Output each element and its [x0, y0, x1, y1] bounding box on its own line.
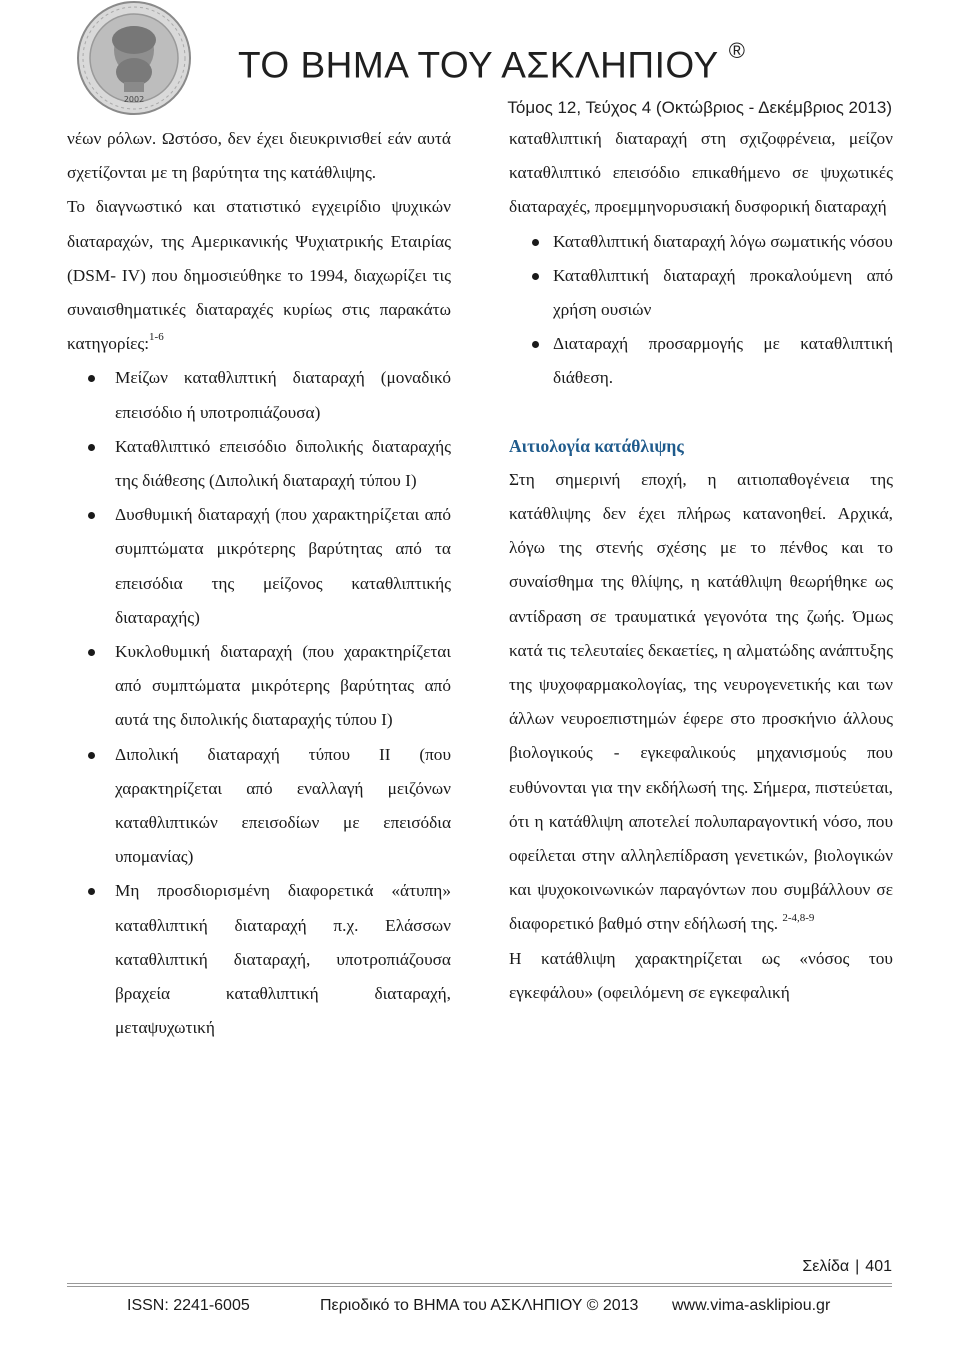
- list-item: Μείζων καταθλιπτική διαταραχή (μοναδικό επεισόδιο ή υποτροπιάζουσα): [67, 361, 451, 429]
- seal-icon: [74, 0, 194, 120]
- bullet-icon: [88, 444, 95, 451]
- list-item: Καταθλιπτικό επεισόδιο διπολικής διαταραχής της διάθεσης (Διπολική διαταραχή τύπου Ι): [67, 430, 451, 498]
- svg-text:2002: 2002: [123, 95, 145, 104]
- paragraph: νέων ρόλων. Ωστόσο, δεν έχει διευκρινισθεί εάν αυτά σχετίζονται με τη βαρύτητα της κατάθλιψης.: [67, 129, 451, 183]
- list-item: Κυκλοθυμική διαταραχή (που χαρακτηρίζεται από συμπτώματα μικρότερης βαρύτητας από αυτά της διπολικής διαταραχής τύπου Ι): [67, 635, 451, 738]
- footer-divider: [67, 1286, 892, 1287]
- list-item: Διαταραχή προσαρμογής με καταθλιπτική διάθεση.: [509, 327, 893, 395]
- left-column: [67, 122, 451, 1045]
- list-item: Διπολική διαταραχή τύπου ΙΙ (που χαρακτηρίζεται από εναλλαγή μειζόνων καταθλιπτικών επεισοδίων με επεισόδια υπομανίας): [67, 738, 451, 875]
- category-list: [509, 225, 893, 396]
- right-column: [509, 122, 893, 1010]
- reference: 2-4,8-9: [782, 911, 815, 924]
- bullet-icon: [88, 649, 95, 656]
- bullet-icon: [88, 752, 95, 759]
- bullet-icon: [88, 888, 95, 895]
- list-item: Μη προσδιορισμένη διαφορετικά «άτυπη» καταθλιπτική διαταραχή π.χ. Ελάσσων καταθλιπτική διαταραχή, υποτροπιάζουσα βραχεία καταθλιπτική διαταραχή, μεταψυχωτική: [67, 874, 451, 1045]
- footer-divider: [67, 1283, 892, 1284]
- bullet-icon: [88, 512, 95, 519]
- issn: ISSN: 2241-6005: [127, 1297, 250, 1314]
- list-item: Δυσθυμική διαταραχή (που χαρακτηρίζεται από συμπτώματα μικρότερης βαρύτητας από τα επεισόδια της μείζονος καταθλιπτικής διαταραχής): [67, 498, 451, 635]
- paragraph: Το διαγνωστικό και στατιστικό εγχειρίδιο ψυχικών διαταραχών, της Αμερικανικής Ψυχιατρικής Εταιρίας (DSM- IV) που δημοσιεύθηκε το 1994, διαχωρίζει τις συναισθηματικές διαταραχές κυρίως στις παρακάτω κατηγορίες:$^{1-6}$: [67, 197, 451, 354]
- bullet-icon: [532, 341, 539, 348]
- paragraph: Στη σημερινή εποχή, η αιτιοπαθογένεια της κατάθλιψης δεν έχει πλήρως κατανοηθεί. Αρχικά, λόγω της στενής σχέσης με το πένθος και το συναίσθημα της θλίψης, η κατάθλιψη θεωρήθηκε ως αντίδραση σε τραυματικά γεγονότα της ζωής. Όμως κατά τις τελευταίες δεκαετίες, η αλματώδης ανάπτυξης της ψυχοφαρμακολογίας, της νευρογενετικής και των άλλων νευροεπιστημών έφερε στο προσκήνιο άλλους βιολογικούς - εγκεφαλικούς μηχανισμούς που ευθύνονται για την εκδήλωσή της. Σήμερα, πιστεύεται, ότι η κατάθλιψη αποτελεί πολυπαραγοντική νόσο, που οφείλεται στην αλληλεπίδραση γενετικών, βιολογικών και ψυχοκοινωνικών παραγόντων που συμβάλλουν σε διαφορετικό βαθμό στην εδήλωσή της. $^{2-4,8-9}$: [509, 469, 893, 934]
- asklepios-seal-logo: [74, 0, 194, 120]
- paragraph: Η κατάθλιψη χαρακτηρίζεται ως «νόσος του εγκεφάλου» (οφειλόμενη σε εγκεφαλική: [509, 948, 893, 1002]
- paragraph: καταθλιπτική διαταραχή στη σχιζοφρένεια, μείζον καταθλιπτικό επεισόδιο επικαθήμενο σε ψυχωτικές διαταραχές, προεμμηνορυσιακή δυσφορική διαταραχή: [509, 129, 893, 217]
- section-heading: Αιτιολογία κατάθλιψης: [509, 435, 684, 456]
- journal-copyright: Περιοδικό το ΒΗΜΑ του ΑΣΚΛΗΠΙΟΥ © 2013: [320, 1297, 639, 1314]
- list-item: Καταθλιπτική διαταραχή προκαλούμενη από χρήση ουσιών: [509, 259, 893, 327]
- website-link[interactable]: www.vima-asklipiou.gr: [672, 1297, 831, 1314]
- reference: 1-6: [149, 331, 164, 344]
- bullet-icon: [532, 239, 539, 246]
- bullet-icon: [532, 273, 539, 280]
- category-list: [67, 361, 451, 1045]
- issue-info: Τόμος 12, Τεύχος 4 (Οκτώβριος - Δεκέμβριος 2013): [507, 98, 892, 117]
- bullet-icon: [88, 375, 95, 382]
- list-item: Καταθλιπτική διαταραχή λόγω σωματικής νόσου: [509, 225, 893, 259]
- journal-title: ΤΟ ΒΗΜΑ ΤΟΥ ΑΣΚΛΗΠΙΟΥ ®: [238, 38, 746, 86]
- page-number: Σελίδα | 401: [802, 1258, 892, 1275]
